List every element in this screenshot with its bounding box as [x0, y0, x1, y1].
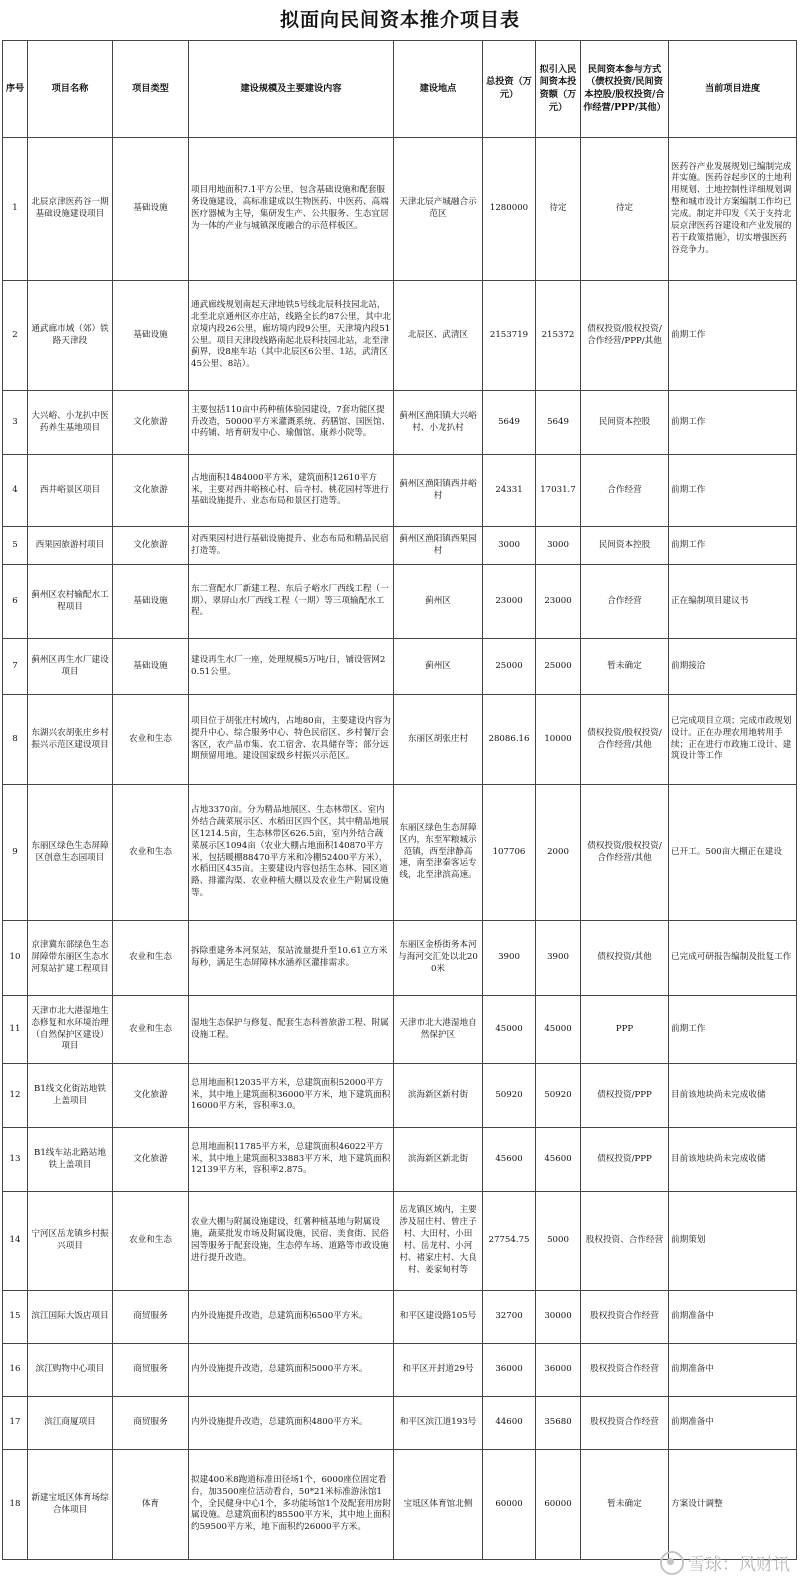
cell-progress: 已完成项目立项；完成市政规划设计。正在办理农用地转用手续；正在进行市政施工设计、建筑设计等工作: [669, 695, 797, 785]
cell-type: 文化旅游: [113, 1128, 189, 1192]
page-title: 拟面向民间资本推介项目表: [279, 9, 520, 31]
cell-type: 农业和生态: [113, 996, 189, 1064]
cell-content: 对西果园村进行基础设施提升、业态布局和精品民宿打造等。: [189, 527, 394, 565]
header-mode: 民间资本参与方式（债权投资/民间资本控股/股权投资/合作经营/PPP/其他）: [581, 41, 669, 138]
table-row: [3, 565, 797, 639]
cell-name: 滨江商厦项目: [28, 1397, 113, 1450]
cell-no: 3: [3, 391, 28, 455]
table-row: [3, 996, 797, 1064]
cell-total: 5649: [483, 391, 536, 455]
cell-mode: 股权投资合作经营: [581, 1344, 669, 1397]
cell-private: 5649: [536, 391, 581, 455]
cell-no: 10: [3, 921, 28, 996]
cell-no: 14: [3, 1192, 28, 1291]
cell-content: 通武廊线规划南起天津地铁5号线北辰科技园北站，北至北京通州区亦庄站，线路全长约87公里，其中北京境内段26公里，廊坊境内段9公里，天津境内段51公里。项目天津段线路南起北辰科技园北站，北至津蓟界，设8座车站（其中北辰区6公里、1站，武清区45公里、8站）。: [189, 281, 394, 391]
cell-progress: 前期工作: [669, 455, 797, 527]
cell-content: 拆除重建务本河泵站，泵站流量提升至10.61立方米每秒，满足生态屏障林水涵养区灌排需求。: [189, 921, 394, 996]
cell-location: 滨海新区新北街: [394, 1128, 483, 1192]
table-row: [3, 1192, 797, 1291]
header-no: 序号: [3, 41, 28, 138]
cell-mode: PPP: [581, 996, 669, 1064]
cell-content: 内外设施提升改造，总建筑面积4800平方米。: [189, 1397, 394, 1450]
cell-total: 23000: [483, 565, 536, 639]
project-table: [2, 40, 797, 1560]
table-row: [3, 1291, 797, 1344]
table-header-row: [3, 41, 797, 138]
cell-name: 蓟州区再生水厂建设项目: [28, 639, 113, 695]
cell-name: 北辰京津医药谷一期基础设施建设项目: [28, 138, 113, 281]
cell-private: 5000: [536, 1192, 581, 1291]
cell-no: 15: [3, 1291, 28, 1344]
table-row: [3, 1344, 797, 1397]
cell-private: 60000: [536, 1450, 581, 1560]
cell-no: 8: [3, 695, 28, 785]
cell-content: 东二营配水厂新建工程、东后子峪水厂西线工程（一期）、翠屏山水厂西线工程（一期）等三项输配水工程。: [189, 565, 394, 639]
cell-total: 107706: [483, 785, 536, 921]
cell-location: 和平区建设路105号: [394, 1291, 483, 1344]
cell-content: 占地面积1484000平方米，建筑面积12610平方米，主要对西井峪核心村、后寺村、桃花园村等进行基础设施提升、业态布局和景区打造等。: [189, 455, 394, 527]
cell-type: 文化旅游: [113, 527, 189, 565]
cell-name: 西井峪景区项目: [28, 455, 113, 527]
cell-name: 新建宝坻区体育场综合体项目: [28, 1450, 113, 1560]
cell-private: 45600: [536, 1128, 581, 1192]
cell-progress: 前期准备中: [669, 1397, 797, 1450]
cell-location: 蓟州区: [394, 565, 483, 639]
cell-mode: 债权投资/PPP: [581, 1128, 669, 1192]
cell-progress: 前期工作: [669, 391, 797, 455]
table-row: [3, 527, 797, 565]
cell-progress: 前期准备中: [669, 1291, 797, 1344]
cell-total: 36000: [483, 1344, 536, 1397]
cell-mode: 民间资本控股: [581, 527, 669, 565]
cell-progress: 前期工作: [669, 527, 797, 565]
cell-total: 50920: [483, 1064, 536, 1128]
cell-private: 3000: [536, 527, 581, 565]
cell-no: 13: [3, 1128, 28, 1192]
cell-name: 滨江国际大饭店项目: [28, 1291, 113, 1344]
cell-location: 滨海新区新村街: [394, 1064, 483, 1128]
cell-progress: 方案设计调整: [669, 1450, 797, 1560]
cell-mode: 股权投资合作经营: [581, 1291, 669, 1344]
snowball-logo-icon: [660, 1551, 684, 1575]
cell-mode: 暂未确定: [581, 639, 669, 695]
cell-mode: 民间资本控股: [581, 391, 669, 455]
cell-content: 内外设施提升改造，总建筑面积5000平方米。: [189, 1344, 394, 1397]
cell-location: 宝坻区体育馆北侧: [394, 1450, 483, 1560]
cell-name: 大兴峪、小龙扒中医药养生基地项目: [28, 391, 113, 455]
cell-no: 12: [3, 1064, 28, 1128]
cell-name: B1线文化街站地铁上盖项目: [28, 1064, 113, 1128]
cell-private: 10000: [536, 695, 581, 785]
cell-no: 5: [3, 527, 28, 565]
cell-name: 蓟州区农村输配水工程项目: [28, 565, 113, 639]
cell-total: 27754.75: [483, 1192, 536, 1291]
cell-progress: 已完成可研报告编制及批复工作: [669, 921, 797, 996]
cell-no: 4: [3, 455, 28, 527]
header-type: 项目类型: [113, 41, 189, 138]
cell-progress: 前期工作: [669, 281, 797, 391]
cell-name: B1线车站北路站地铁上盖项目: [28, 1128, 113, 1192]
cell-total: 32700: [483, 1291, 536, 1344]
cell-mode: 暂未确定: [581, 1450, 669, 1560]
cell-location: 东丽区绿色生态屏障区内，东至军粮城示范镇，西至津静高速，南至津秦客运专线，北至津滨高速。: [394, 785, 483, 921]
cell-location: 蓟州区渔阳镇西井峪村: [394, 455, 483, 527]
cell-name: 西果园旅游村项目: [28, 527, 113, 565]
cell-type: 文化旅游: [113, 455, 189, 527]
cell-mode: 股权投资合作经营: [581, 1397, 669, 1450]
cell-total: 3900: [483, 921, 536, 996]
cell-progress: 目前该地块尚未完成收储: [669, 1064, 797, 1128]
cell-type: 商贸服务: [113, 1397, 189, 1450]
cell-name: 东丽区绿色生态屏障区创意生态园项目: [28, 785, 113, 921]
cell-progress: 前期准备中: [669, 1344, 797, 1397]
cell-type: 商贸服务: [113, 1291, 189, 1344]
cell-private: 45000: [536, 996, 581, 1064]
cell-type: 农业和生态: [113, 1192, 189, 1291]
cell-mode: 债权投资/其他: [581, 921, 669, 996]
cell-location: 蓟州区渔阳镇大兴峪村、小龙扒村: [394, 391, 483, 455]
cell-total: 1280000: [483, 138, 536, 281]
cell-content: 项目用地面积7.1平方公里，包含基础设施和配套服务设施建设，高标准建成以生物医药、中医药、高端医疗器械为主导，集研发生产、公共服务、生态宜居为一体的产业与城镇深度融合的示范样板区。: [189, 138, 394, 281]
cell-private: 30000: [536, 1291, 581, 1344]
cell-type: 基础设施: [113, 639, 189, 695]
cell-content: 总用地面积12035平方米，总建筑面积52000平方米，其中地上建筑面积36000平方米，地下建筑面积16000平方米，容积率3.0。: [189, 1064, 394, 1128]
table-row: [3, 1450, 797, 1560]
table-body: [3, 138, 797, 1560]
cell-private: 2000: [536, 785, 581, 921]
cell-mode: 债权投资/股权投资/合作经营/其他: [581, 785, 669, 921]
cell-no: 1: [3, 138, 28, 281]
header-private: 拟引入民间资本投资额（万元）: [536, 41, 581, 138]
cell-mode: 债权投资/股权投资/合作经营/PPP/其他: [581, 281, 669, 391]
cell-total: 3000: [483, 527, 536, 565]
cell-mode: 债权投资/股权投资/合作经营/其他: [581, 695, 669, 785]
cell-no: 17: [3, 1397, 28, 1450]
header-progress: 当前项目进度: [669, 41, 797, 138]
header-location: 建设地点: [394, 41, 483, 138]
cell-name: 东湖兴农胡张庄乡村振兴示范区建设项目: [28, 695, 113, 785]
cell-mode: 股权投资、合作经营: [581, 1192, 669, 1291]
cell-location: 天津北辰产城融合示范区: [394, 138, 483, 281]
table-row: [3, 138, 797, 281]
cell-progress: 前期策划: [669, 1192, 797, 1291]
cell-private: 35680: [536, 1397, 581, 1450]
cell-location: 北辰区、武清区: [394, 281, 483, 391]
cell-private: 36000: [536, 1344, 581, 1397]
cell-progress: 已开工。500亩大棚正在建设: [669, 785, 797, 921]
cell-content: 湿地生态保护与修复、配套生态科普旅游工程、附属设施工程。: [189, 996, 394, 1064]
table-row: [3, 391, 797, 455]
cell-location: 天津市北大港湿地自然保护区: [394, 996, 483, 1064]
watermark-text: 雪球：风财讯: [688, 1555, 790, 1575]
cell-type: 基础设施: [113, 565, 189, 639]
cell-private: 23000: [536, 565, 581, 639]
cell-private: 3900: [536, 921, 581, 996]
cell-location: 东丽区胡张庄村: [394, 695, 483, 785]
cell-total: 44600: [483, 1397, 536, 1450]
cell-content: 拟建400米8跑道标准田径场1个，6000座位固定看台，加3500座位活动看台，50*21米标准游泳馆1个，全民健身中心1个，多功能场馆1个及配套用房附属设施。总建筑面积约85500平方米，其中地上面积约59500平方米，地下面积约26000平方米。: [189, 1450, 394, 1560]
cell-type: 商贸服务: [113, 1344, 189, 1397]
cell-progress: 前期工作: [669, 996, 797, 1064]
table-row: [3, 695, 797, 785]
cell-name: 滨江购物中心项目: [28, 1344, 113, 1397]
header-total: 总投资（万元）: [483, 41, 536, 138]
cell-mode: 合作经营: [581, 565, 669, 639]
cell-progress: 正在编制项目建议书: [669, 565, 797, 639]
cell-location: 岳龙镇区域内，主要涉及屈庄村、曾庄子村、大田村、小田村、岳龙村、小河村、褚家庄村、大良村、姜家甸村等: [394, 1192, 483, 1291]
cell-content: 占地3370亩。分为精品地展区、生态林带区、室内外结合蔬菜展示区、水稻田区四个区，其中精品地展区1214.5亩，生态林带区626.5亩，室内外结合蔬菜展示区1094亩（农业大棚占地面积140870平方米，包括暖棚88470平方米和冷棚52400平方米），水稻田区435亩。主要建设内容包括生态林、园区道路、排灌沟渠、农业种植大棚以及农业生产附属设施等。: [189, 785, 394, 921]
cell-type: 农业和生态: [113, 921, 189, 996]
cell-location: 蓟州区: [394, 639, 483, 695]
cell-type: 农业和生态: [113, 785, 189, 921]
watermark: [660, 1550, 790, 1575]
cell-no: 16: [3, 1344, 28, 1397]
cell-no: 9: [3, 785, 28, 921]
cell-type: 文化旅游: [113, 391, 189, 455]
table-row: [3, 1397, 797, 1450]
cell-private: 215372: [536, 281, 581, 391]
cell-private: 50920: [536, 1064, 581, 1128]
cell-progress: 目前该地块尚未完成收储: [669, 1128, 797, 1192]
cell-content: 总用地面积11785平方米，总建筑面积46022平方米，其中地上建筑面积33883平方米，地下建筑面积12139平方米，容积率2.875。: [189, 1128, 394, 1192]
cell-no: 18: [3, 1450, 28, 1560]
cell-no: 7: [3, 639, 28, 695]
cell-location: 和平区滨江道193号: [394, 1397, 483, 1450]
cell-total: 28086.16: [483, 695, 536, 785]
cell-private: 待定: [536, 138, 581, 281]
cell-type: 农业和生态: [113, 695, 189, 785]
cell-type: 文化旅游: [113, 1064, 189, 1128]
cell-content: 农业大棚与附属设施建设，红薯种植基地与附属设施，蔬菜批发市场及附属设施，民宿、美食街、民俗园等服务于配套设施，生态停车场、道路等市政设施进行提升改造。: [189, 1192, 394, 1291]
cell-location: 和平区开封道29号: [394, 1344, 483, 1397]
header-content: 建设规模及主要建设内容: [189, 41, 394, 138]
cell-total: 24331: [483, 455, 536, 527]
cell-content: 主要包括110亩中药种植体验园建设，7套功能区提升改造，50000平方米灌溉系统、药膳馆、国医馆、中药铺、培育研发中心、瑜伽馆、康养小院等。: [189, 391, 394, 455]
table-row: [3, 785, 797, 921]
cell-name: 宁河区岳龙镇乡村振兴项目: [28, 1192, 113, 1291]
cell-total: 45000: [483, 996, 536, 1064]
cell-mode: 合作经营: [581, 455, 669, 527]
header-name: 项目名称: [28, 41, 113, 138]
cell-location: 东丽区金桥街务本河与海河交汇处以北200米: [394, 921, 483, 996]
cell-content: 建设再生水厂一座，处理规模5万吨/日，铺设管网20.51公里。: [189, 639, 394, 695]
cell-type: 基础设施: [113, 281, 189, 391]
cell-total: 25000: [483, 639, 536, 695]
cell-type: 体育: [113, 1450, 189, 1560]
cell-total: 2153719: [483, 281, 536, 391]
cell-content: 内外设施提升改造，总建筑面积6500平方米。: [189, 1291, 394, 1344]
cell-progress: 前期接洽: [669, 639, 797, 695]
cell-name: 京津冀东部绿色生态屏障带东丽区生态水河泵站扩建工程项目: [28, 921, 113, 996]
table-row: [3, 1064, 797, 1128]
cell-mode: 待定: [581, 138, 669, 281]
cell-private: 17031.7: [536, 455, 581, 527]
table-row: [3, 639, 797, 695]
cell-no: 6: [3, 565, 28, 639]
cell-location: 蓟州区渔阳镇西果园村: [394, 527, 483, 565]
cell-no: 11: [3, 996, 28, 1064]
cell-content: 项目位于胡张庄村域内，占地80亩，主要建设内容为提升中心、综合服务中心、特色民宿区、乡村餐厅会客区，农产品市集、农工宿舍、农具储存等；部分远期预留用地。建设国家级乡村振兴示范区。: [189, 695, 394, 785]
cell-mode: 债权投资/PPP: [581, 1064, 669, 1128]
cell-name: 天津市北大港湿地生态修复和水环境治理（自然保护区建设）项目: [28, 996, 113, 1064]
cell-type: 基础设施: [113, 138, 189, 281]
table-row: [3, 1128, 797, 1192]
table-row: [3, 921, 797, 996]
cell-no: 2: [3, 281, 28, 391]
table-row: [3, 455, 797, 527]
cell-private: 25000: [536, 639, 581, 695]
table-row: [3, 281, 797, 391]
cell-name: 通武廊市域（郊）铁路天津段: [28, 281, 113, 391]
cell-total: 60000: [483, 1450, 536, 1560]
cell-total: 45600: [483, 1128, 536, 1192]
cell-progress: 医药谷产业发展规划已编制完成并实施。医药谷起步区的土地利用规划、土地控制性详细规划调整和城市设计方案编制工作均已完成。制定并印发《关于支持北辰京津医药谷建设和产业发展的若干政策措施》，切实增强医药谷竞争力。: [669, 138, 797, 281]
